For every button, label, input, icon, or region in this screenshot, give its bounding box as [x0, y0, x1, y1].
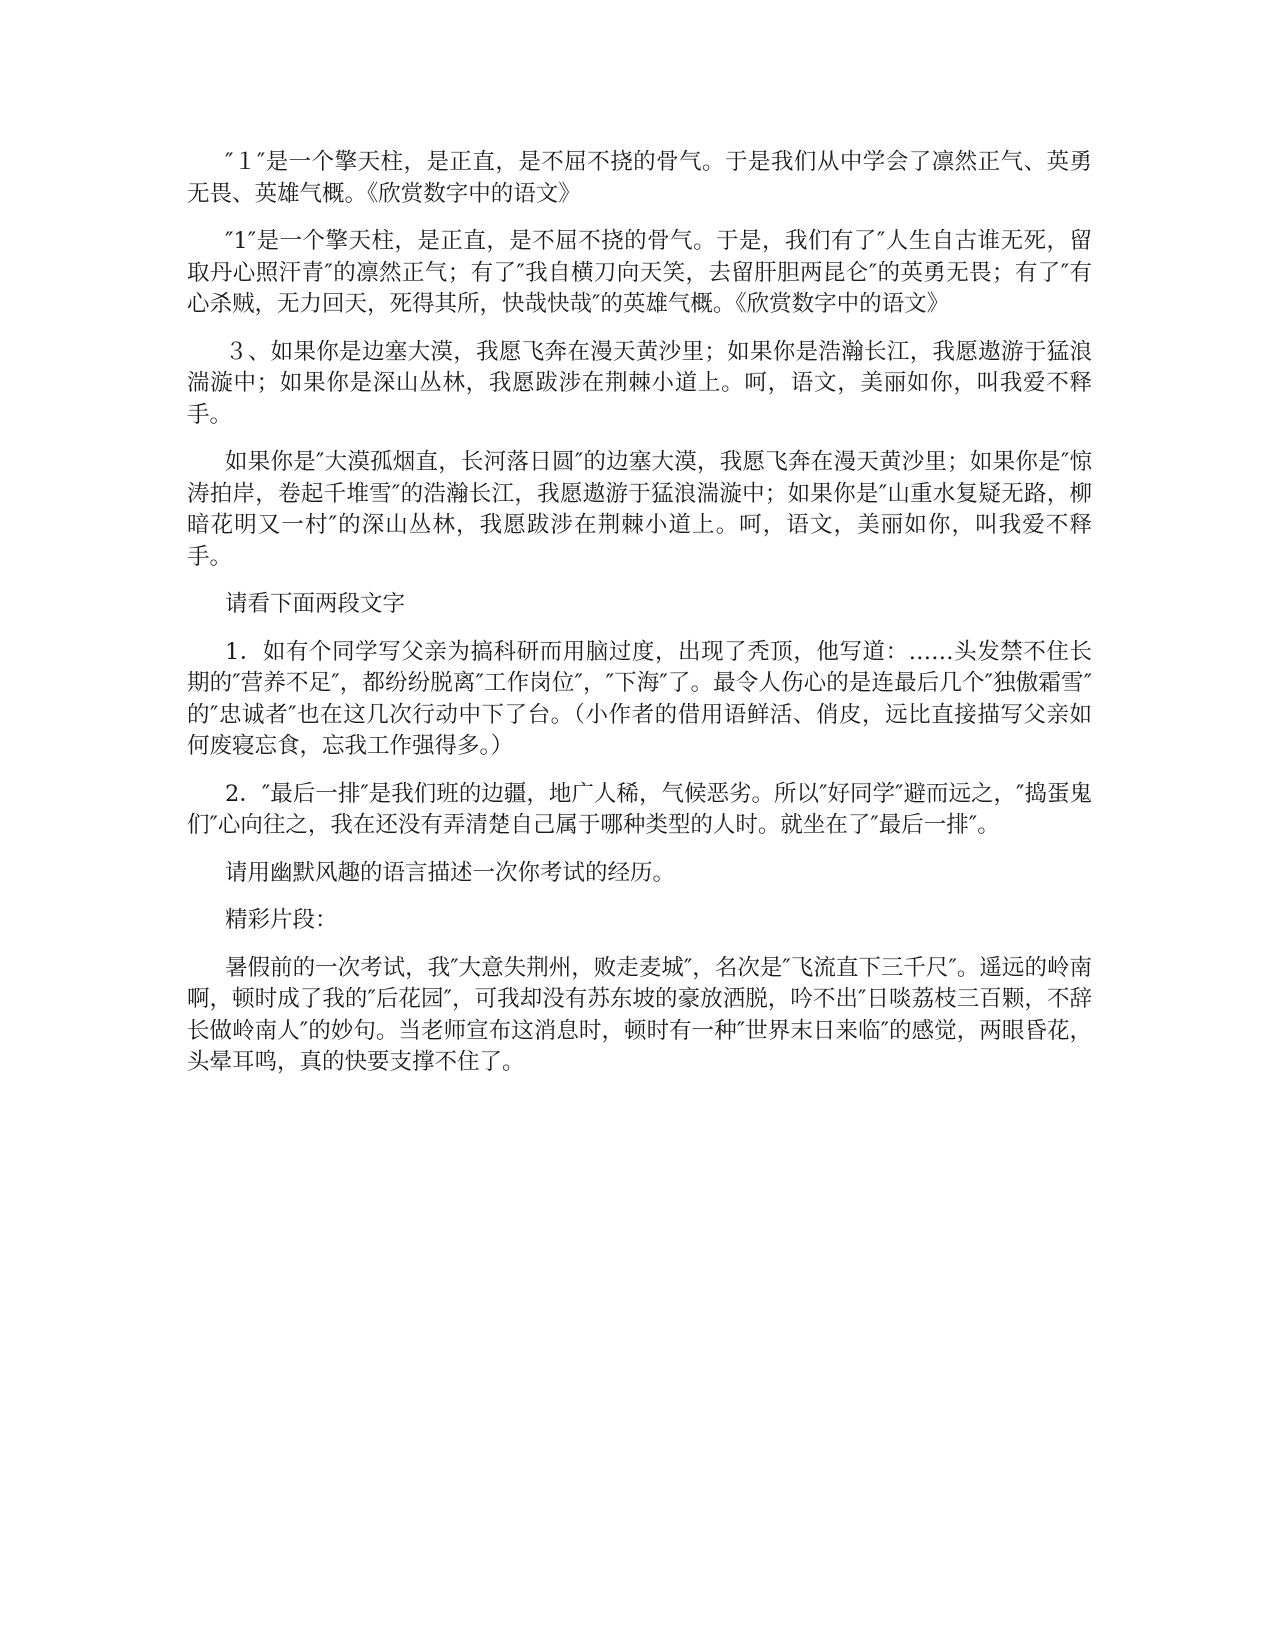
- paragraph-7: 2．″最后一排″是我们班的边疆，地广人稀，气候恶劣。所以″好同学″避而远之，″捣蛋鬼们″心向往之，我在还没有弄清楚自己属于哪种类型的人时。就坐在了″最后一排″。: [187, 780, 1092, 838]
- paragraph-2: ″1″是一个擎天柱，是正直，是不屈不挠的骨气。于是，我们有了″人生自古谁无死，留取丹心照汗青″的凛然正气；有了″我自横刀向天笑，去留肝胆两昆仑″的英勇无畏；有了″有心杀贼，无力回天，死得其所，快哉快哉″的英雄气概。《欣赏数字中的语文》: [187, 228, 1092, 317]
- paragraph-8: 请用幽默风趣的语言描述一次你考试的经历。: [225, 859, 676, 886]
- paragraph-5: 请看下面两段文字: [225, 591, 406, 617]
- paragraph-10: 暑假前的一次考试，我″大意失荆州，败走麦城″，名次是″飞流直下三千尺″。遥远的岭南啊，顿时成了我的″后花园″，可我却没有苏东坡的豪放洒脱，吟不出″日啖荔枝三百颗，不辞长做岭南人″的妙句。当老师宣布这消息时，顿时有一种″世界末日来临″的感觉，两眼昏花，头晕耳鸣，真的快要支撑不住了。: [187, 954, 1092, 1075]
- paragraph-6: 1．如有个同学写父亲为搞科研而用脑过度，出现了秃顶，他写道：……头发禁不住长期的″营养不足″，都纷纷脱离″工作岗位″，″下海″了。最令人伤心的是连最后几个″独傲霜雪″的″忠诚者″也在这几次行动中下了台。（小作者的借用语鲜活、俏皮，远比直接描写父亲如何废寝忘食，忘我工作强得多。）: [187, 638, 1092, 759]
- paragraph-9: 精彩片段：: [225, 907, 338, 933]
- paragraph-1: ″１″是一个擎天柱，是正直，是不屈不挠的骨气。于是我们从中学会了凛然正气、英勇无畏、英雄气概。《欣赏数字中的语文》: [187, 149, 1092, 207]
- paragraph-4: 如果你是″大漠孤烟直，长河落日圆″的边塞大漠，我愿飞奔在漫天黄沙里；如果你是″惊涛拍岸，卷起千堆雪″的浩瀚长江，我愿遨游于猛浪湍漩中；如果你是″山重水复疑无路，柳暗花明又一村″的深山丛林，我愿跋涉在荆棘小道上。呵，语文，美丽如你，叫我爱不释手。: [187, 449, 1092, 570]
- paragraph-3: ３、如果你是边塞大漠，我愿飞奔在漫天黄沙里；如果你是浩瀚长江，我愿遨游于猛浪湍漩中；如果你是深山丛林，我愿跋涉在荆棘小道上。呵，语文，美丽如你，叫我爱不释手。: [187, 338, 1092, 428]
- document-body: [187, 147, 1092, 1095]
